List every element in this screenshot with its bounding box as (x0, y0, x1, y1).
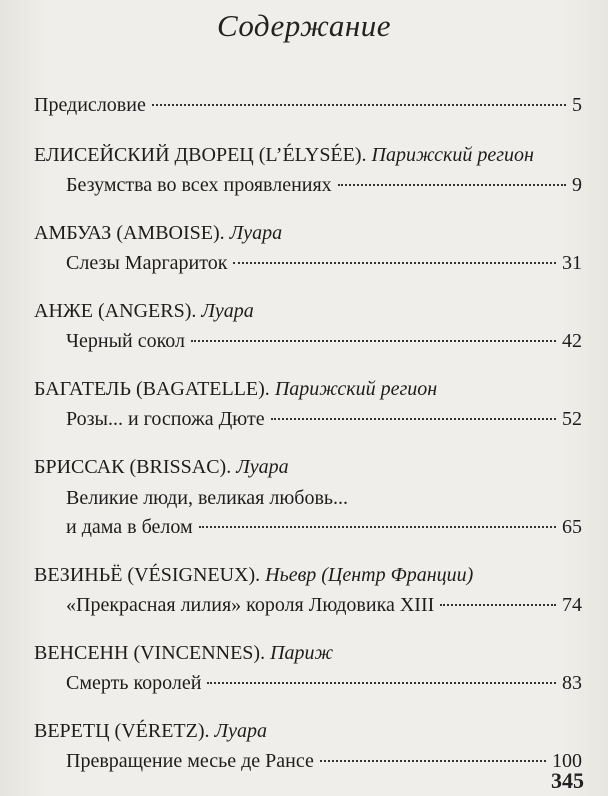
toc-page-number: 100 (552, 750, 582, 772)
dot-leader (320, 760, 546, 762)
region-name: Луара (229, 222, 283, 244)
toc-entry-label: «Прекрасная лилия» короля Людовика XIII (66, 594, 435, 616)
toc-entry (34, 668, 582, 698)
toc-section-heading (34, 560, 582, 590)
toc-entry (34, 512, 582, 542)
table-of-contents (34, 90, 582, 776)
toc-page-number: 74 (562, 594, 582, 616)
toc-section-heading (34, 638, 582, 668)
toc-page-number: 31 (562, 252, 582, 274)
place-name: ВЕНСЕНН (VINCENNES). (34, 642, 266, 664)
dot-leader (207, 682, 556, 684)
region-name: Париж (270, 642, 334, 664)
toc-entry (34, 746, 582, 776)
dot-leader (440, 604, 556, 606)
dot-leader (152, 104, 566, 106)
region-name: Ньевр (Центр Франции) (265, 564, 474, 586)
place-name: БРИССАК (BRISSAC). (34, 456, 232, 478)
toc-page-number: 5 (572, 94, 582, 116)
toc-page-number: 9 (572, 174, 582, 196)
toc-page-number: 65 (562, 516, 582, 538)
toc-entry (34, 590, 582, 620)
dot-leader (199, 526, 556, 528)
toc-section-heading (34, 218, 582, 248)
toc-entry-label: Черный сокол (66, 330, 186, 352)
place-name: ЕЛИСЕЙСКИЙ ДВОРЕЦ (L’ÉLYSÉE). (34, 144, 367, 166)
toc-entry-label: Слезы Маргариток (66, 252, 228, 274)
toc-entry (34, 326, 582, 356)
toc-entry-label: и дама в белом (66, 516, 193, 538)
toc-page-number: 42 (562, 330, 582, 352)
toc-section-heading (34, 296, 582, 326)
dot-leader (338, 184, 566, 186)
region-name: Луара (236, 456, 289, 478)
region-name: Парижский регион (371, 144, 534, 166)
region-name: Луара (214, 720, 267, 742)
toc-entry-label: Розы... и госпожа Дюте (66, 408, 265, 430)
toc-entry (34, 404, 582, 434)
toc-page-number: 52 (562, 408, 582, 430)
toc-entry-label: Предисловие (34, 94, 146, 116)
toc-entry-preface (34, 90, 582, 120)
toc-section-heading (34, 716, 582, 746)
dot-leader (233, 262, 556, 264)
page-title: Содержание (216, 8, 392, 43)
place-name: АНЖЕ (ANGERS). (34, 300, 197, 322)
toc-entry-label: Превращение месье де Рансе (66, 750, 314, 772)
place-name: ВЕРЕТЦ (VÉRETZ). (34, 720, 210, 742)
toc-section-heading (34, 140, 582, 170)
region-name: Парижский регион (274, 378, 438, 400)
toc-section-heading (34, 452, 582, 482)
toc-section-heading (34, 374, 582, 404)
region-name: Луара (201, 300, 254, 322)
toc-page-number: 83 (562, 672, 582, 694)
place-name: АМБУАЗ (AMBOISE). (34, 222, 225, 244)
toc-entry (34, 248, 582, 278)
dot-leader (271, 418, 556, 420)
toc-entry (34, 170, 582, 200)
toc-entry-label-line: Великие люди, великая любовь... (66, 487, 349, 509)
page-number: 345 (551, 768, 584, 793)
dot-leader (191, 340, 556, 342)
toc-entry-label: Смерть королей (66, 672, 202, 694)
place-name: БАГАТЕЛЬ (BAGATELLE). (34, 378, 270, 400)
place-name: ВЕЗИНЬЁ (VÉSIGNEUX). (34, 564, 261, 586)
toc-entry-label: Безумства во всех проявлениях (66, 174, 332, 196)
